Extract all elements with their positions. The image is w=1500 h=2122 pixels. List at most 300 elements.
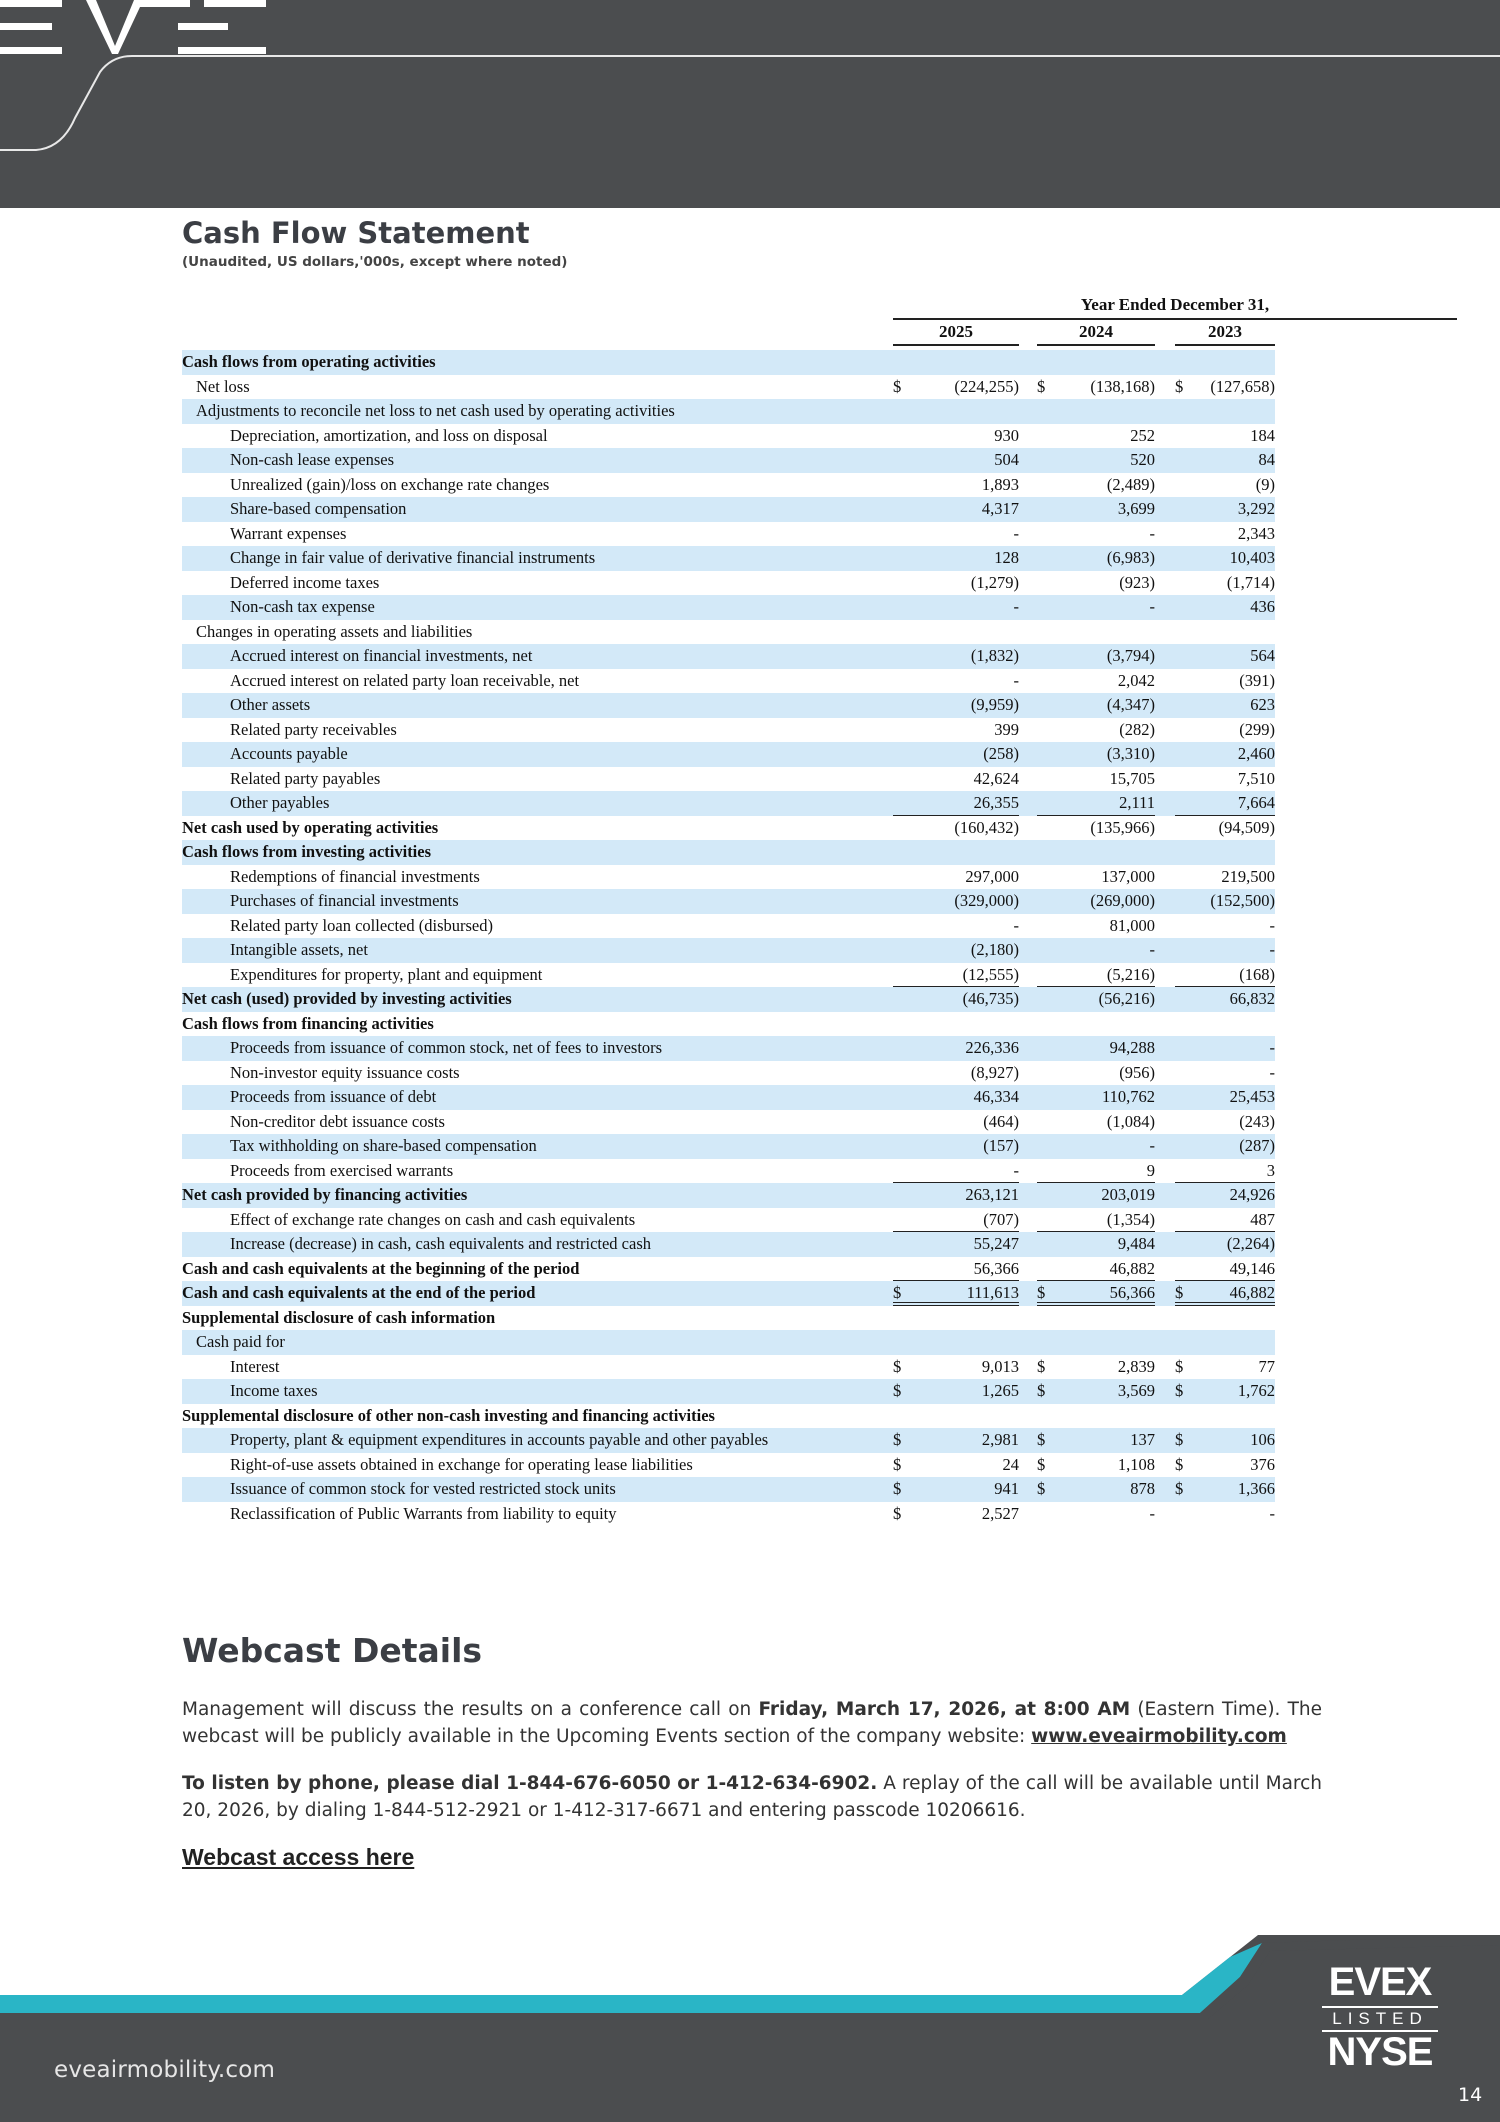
value-cell-2024 — [1037, 914, 1155, 939]
value-cell-2024 — [1037, 1036, 1155, 1061]
table-row — [182, 424, 1275, 449]
value-cell-2025 — [893, 718, 1019, 743]
value-cell-2024 — [1037, 718, 1155, 743]
value-cell-2025 — [893, 816, 1019, 841]
dollar-sign: $ — [1037, 1479, 1046, 1498]
page-footer — [0, 1915, 1500, 2122]
value-cell-2025 — [893, 865, 1019, 890]
title-block — [182, 214, 567, 270]
cell-value: (1,279) — [970, 572, 1019, 592]
dollar-sign: $ — [1037, 376, 1046, 396]
value-cell-2025 — [893, 1355, 1019, 1380]
value-cell-2023 — [1175, 1110, 1275, 1135]
cell-value: 226,336 — [965, 1038, 1019, 1057]
cell-value: 9,484 — [1117, 1234, 1155, 1253]
cell-value: (168) — [1239, 964, 1275, 984]
value-cell-2025 — [893, 1085, 1019, 1110]
table-row — [182, 1061, 1275, 1086]
value-cell-2023 — [1175, 424, 1275, 449]
webcast-paragraph — [182, 1696, 1322, 1750]
cell-value: (287) — [1239, 1136, 1275, 1155]
value-cell-2023 — [1175, 693, 1275, 718]
value-cell-2023 — [1175, 546, 1275, 571]
cell-value: 2,981 — [981, 1430, 1019, 1449]
table-row — [182, 791, 1275, 816]
value-cell-2025 — [893, 473, 1019, 498]
row-label: Accounts payable — [230, 744, 348, 763]
table-row — [182, 1502, 1275, 1527]
value-cell-2025 — [893, 914, 1019, 939]
value-cell-2023 — [1175, 889, 1275, 914]
year-header-2025: 2025 — [893, 322, 1019, 346]
value-cell-2023 — [1175, 1159, 1275, 1184]
cell-value: 46,882 — [1109, 1258, 1155, 1278]
row-label: Deferred income taxes — [230, 572, 380, 592]
value-cell-2024 — [1037, 1257, 1155, 1282]
table-row — [182, 840, 1275, 865]
cell-value: 263,121 — [965, 1185, 1019, 1204]
value-cell-2024 — [1037, 816, 1155, 841]
value-cell-2024 — [1037, 963, 1155, 988]
cell-value: 106 — [1250, 1430, 1275, 1449]
cell-value: 137 — [1130, 1430, 1155, 1449]
row-label: Depreciation, amortization, and loss on disposal — [230, 425, 548, 445]
row-label: Supplemental disclosure of cash information — [182, 1307, 496, 1327]
row-label: Warrant expenses — [230, 523, 347, 543]
cell-value: 941 — [994, 1479, 1019, 1498]
value-cell-2024 — [1037, 693, 1155, 718]
table-row — [182, 522, 1275, 547]
cell-value: 184 — [1250, 425, 1275, 445]
cell-value: (956) — [1119, 1062, 1155, 1082]
eve-logo — [0, 0, 266, 54]
cell-value: 25,453 — [1229, 1087, 1275, 1106]
cell-value: (157) — [983, 1136, 1019, 1155]
table-row — [182, 889, 1275, 914]
row-label: Accrued interest on related party loan receivable, net — [230, 670, 580, 690]
cell-value: 376 — [1250, 1454, 1275, 1474]
value-cell-2023 — [1175, 669, 1275, 694]
table-row — [182, 497, 1275, 522]
cell-value: 2,343 — [1237, 523, 1275, 543]
cell-value: - — [1269, 915, 1275, 935]
row-label: Cash flows from operating activities — [182, 352, 436, 371]
row-label: Related party loan collected (disbursed) — [230, 915, 493, 935]
value-cell-2023 — [1175, 1232, 1275, 1257]
cell-value: (127,658) — [1210, 376, 1275, 396]
webcast-text: Management will discuss the results on a conference call on — [182, 1699, 759, 1720]
cell-value: 520 — [1130, 450, 1155, 469]
value-cell-2023 — [1175, 816, 1275, 841]
table-row — [182, 767, 1275, 792]
value-cell-2023 — [1175, 1453, 1275, 1478]
cell-value: - — [1013, 523, 1019, 543]
value-cell-2023 — [1175, 987, 1275, 1012]
table-row — [182, 1281, 1275, 1306]
cell-value: 137,000 — [1101, 866, 1155, 886]
cell-value: 9,013 — [981, 1356, 1019, 1376]
cell-value: (1,084) — [1106, 1111, 1155, 1131]
cell-value: - — [1269, 940, 1275, 959]
value-cell-2024 — [1037, 669, 1155, 694]
value-cell-2023 — [1175, 963, 1275, 988]
value-cell-2024 — [1037, 889, 1155, 914]
cell-value: (6,983) — [1106, 548, 1155, 567]
value-cell-2025 — [893, 522, 1019, 547]
row-label: Non-investor equity issuance costs — [230, 1062, 460, 1082]
value-cell-2023 — [1175, 1477, 1275, 1502]
cell-value: (269,000) — [1090, 891, 1155, 910]
value-cell-2025 — [893, 963, 1019, 988]
value-cell-2023 — [1175, 1183, 1275, 1208]
cell-value: 219,500 — [1221, 866, 1275, 886]
cell-value: (12,555) — [962, 964, 1019, 984]
table-row — [182, 1404, 1275, 1429]
cell-value: (56,216) — [1098, 989, 1155, 1008]
cell-value: (258) — [983, 744, 1019, 763]
value-cell-2023 — [1175, 865, 1275, 890]
cell-value: (282) — [1119, 719, 1155, 739]
row-label: Related party receivables — [230, 719, 397, 739]
value-cell-2023 — [1175, 1061, 1275, 1086]
cell-value: (135,966) — [1090, 817, 1155, 837]
value-cell-2023 — [1175, 448, 1275, 473]
value-cell-2023 — [1175, 1502, 1275, 1527]
row-label: Tax withholding on share-based compensation — [230, 1136, 537, 1155]
cell-value: (923) — [1119, 572, 1155, 592]
cell-value: - — [1149, 523, 1155, 543]
cell-value: - — [1013, 915, 1019, 935]
value-cell-2025 — [893, 669, 1019, 694]
value-cell-2025 — [893, 1110, 1019, 1135]
cell-value: 111,613 — [966, 1283, 1019, 1302]
value-cell-2024 — [1037, 473, 1155, 498]
cell-value: 56,366 — [973, 1258, 1019, 1278]
value-cell-2025 — [893, 375, 1019, 400]
cell-value: 77 — [1258, 1356, 1275, 1376]
dollar-sign: $ — [893, 1430, 902, 1449]
row-label: Proceeds from exercised warrants — [230, 1160, 454, 1180]
cell-value: - — [1269, 1038, 1275, 1057]
value-cell-2025 — [893, 1428, 1019, 1453]
cell-value: 623 — [1250, 695, 1275, 714]
value-cell-2024 — [1037, 1159, 1155, 1184]
row-label: Proceeds from issuance of common stock, net of fees to investors — [230, 1038, 663, 1057]
cell-value: (94,509) — [1218, 817, 1275, 837]
value-cell-2023 — [1175, 791, 1275, 816]
cell-value: - — [1013, 670, 1019, 690]
table-row — [182, 1453, 1275, 1478]
table-row — [182, 963, 1275, 988]
cell-value: 24 — [1002, 1454, 1019, 1474]
value-cell-2024 — [1037, 1134, 1155, 1159]
dollar-sign: $ — [1037, 1430, 1046, 1449]
value-cell-2025 — [893, 1257, 1019, 1282]
cell-value: (243) — [1239, 1111, 1275, 1131]
table-row — [182, 350, 1275, 375]
cell-value: 878 — [1130, 1479, 1155, 1498]
cell-value: 399 — [994, 719, 1019, 739]
table-row — [182, 816, 1275, 841]
webcast-section — [182, 1628, 1322, 1871]
table-row — [182, 644, 1275, 669]
value-cell-2025 — [893, 497, 1019, 522]
value-cell-2024 — [1037, 1183, 1155, 1208]
row-label: Accrued interest on financial investments, net — [230, 646, 533, 665]
value-cell-2024 — [1037, 742, 1155, 767]
value-cell-2025 — [893, 1502, 1019, 1527]
cell-value: (224,255) — [954, 376, 1019, 396]
value-cell-2023 — [1175, 522, 1275, 547]
table-row — [182, 1134, 1275, 1159]
cell-value: (707) — [983, 1209, 1019, 1229]
replay-text: A replay of the call will be available until March 20, 2026, by dialing 1-844-512-2921 or 1-412-317-6671 and entering passcode 10206616. — [182, 1773, 1322, 1821]
value-cell-2024 — [1037, 1477, 1155, 1502]
row-label: Net cash used by operating activities — [182, 817, 439, 837]
phone-paragraph — [182, 1770, 1322, 1824]
dollar-sign: $ — [1175, 1381, 1184, 1400]
page-number: 14 — [1458, 2084, 1483, 2106]
phone-dial-text: To listen by phone, please dial 1-844-676-6050 or 1-412-634-6902. — [182, 1773, 878, 1794]
cell-value: 94,288 — [1109, 1038, 1155, 1057]
value-cell-2025 — [893, 693, 1019, 718]
cell-value: (46,735) — [962, 989, 1019, 1008]
value-cell-2025 — [893, 987, 1019, 1012]
cell-value: 487 — [1250, 1209, 1275, 1229]
value-cell-2025 — [893, 1232, 1019, 1257]
dollar-sign: $ — [1175, 1454, 1184, 1474]
cell-value: 252 — [1130, 425, 1155, 445]
value-cell-2023 — [1175, 938, 1275, 963]
value-cell-2024 — [1037, 1061, 1155, 1086]
value-cell-2023 — [1175, 644, 1275, 669]
row-label: Cash paid for — [196, 1332, 285, 1351]
cell-value: 46,882 — [1229, 1283, 1275, 1302]
value-cell-2025 — [893, 1281, 1019, 1306]
value-cell-2025 — [893, 1477, 1019, 1502]
value-cell-2024 — [1037, 1281, 1155, 1306]
table-row — [182, 1306, 1275, 1331]
value-cell-2024 — [1037, 1379, 1155, 1404]
table-row — [182, 865, 1275, 890]
value-cell-2023 — [1175, 1428, 1275, 1453]
value-cell-2024 — [1037, 1208, 1155, 1233]
cell-value: 55,247 — [973, 1234, 1019, 1253]
cell-value: - — [1013, 1160, 1019, 1180]
table-row — [182, 987, 1275, 1012]
dollar-sign: $ — [893, 1454, 902, 1474]
dollar-sign: $ — [1175, 1283, 1184, 1302]
value-cell-2025 — [893, 1379, 1019, 1404]
value-cell-2025 — [893, 889, 1019, 914]
page-title: Cash Flow Statement — [182, 216, 530, 250]
table-row — [182, 375, 1275, 400]
value-cell-2024 — [1037, 767, 1155, 792]
cell-value: 3,699 — [1117, 499, 1155, 518]
cell-value: 3,569 — [1117, 1381, 1155, 1400]
row-label: Redemptions of financial investments — [230, 866, 480, 886]
table-row — [182, 399, 1275, 424]
value-cell-2023 — [1175, 1208, 1275, 1233]
cell-value: - — [1149, 597, 1155, 616]
row-label: Proceeds from issuance of debt — [230, 1087, 437, 1106]
row-label: Cash flows from investing activities — [182, 842, 432, 861]
table-row — [182, 546, 1275, 571]
cell-value: (138,168) — [1090, 376, 1155, 396]
cell-value: (3,794) — [1106, 646, 1155, 665]
cell-value: (5,216) — [1106, 964, 1155, 984]
ticker-nyse: NYSE — [1327, 2030, 1433, 2074]
ticker-evex: EVEX — [1328, 1960, 1432, 2004]
row-label: Non-cash lease expenses — [230, 450, 395, 469]
value-cell-2024 — [1037, 424, 1155, 449]
value-cell-2025 — [893, 1208, 1019, 1233]
row-label: Cash and cash equivalents at the beginning of the period — [182, 1258, 580, 1278]
value-cell-2024 — [1037, 375, 1155, 400]
cell-value: 2,460 — [1237, 744, 1275, 763]
value-cell-2025 — [893, 644, 1019, 669]
row-label: Adjustments to reconcile net loss to net cash used by operating activities — [196, 401, 675, 420]
cell-value: (1,832) — [970, 646, 1019, 665]
value-cell-2023 — [1175, 1085, 1275, 1110]
cell-value: (9,959) — [970, 695, 1019, 714]
value-cell-2025 — [893, 546, 1019, 571]
table-row — [182, 1036, 1275, 1061]
row-label: Intangible assets, net — [230, 940, 368, 959]
cell-value: 7,664 — [1237, 793, 1275, 812]
table-body — [182, 350, 1275, 1526]
value-cell-2024 — [1037, 1085, 1155, 1110]
cell-value: - — [1269, 1062, 1275, 1082]
dollar-sign: $ — [893, 1283, 902, 1302]
value-cell-2025 — [893, 571, 1019, 596]
value-cell-2025 — [893, 424, 1019, 449]
cell-value: - — [1149, 1136, 1155, 1155]
dollar-sign: $ — [893, 1356, 902, 1376]
cell-value: (329,000) — [954, 891, 1019, 910]
row-label: Non-creditor debt issuance costs — [230, 1111, 445, 1131]
cell-value: 110,762 — [1101, 1087, 1155, 1106]
value-cell-2023 — [1175, 767, 1275, 792]
cell-value: (464) — [983, 1111, 1019, 1131]
value-cell-2023 — [1175, 718, 1275, 743]
value-cell-2023 — [1175, 1379, 1275, 1404]
cell-value: 2,527 — [981, 1503, 1019, 1523]
cell-value: 1,108 — [1117, 1454, 1155, 1474]
row-label: Change in fair value of derivative financial instruments — [230, 548, 596, 567]
table-row — [182, 1183, 1275, 1208]
value-cell-2023 — [1175, 1257, 1275, 1282]
value-cell-2023 — [1175, 571, 1275, 596]
cell-value: 203,019 — [1101, 1185, 1155, 1204]
value-cell-2024 — [1037, 1355, 1155, 1380]
dollar-sign: $ — [1175, 1430, 1184, 1449]
row-label: Right-of-use assets obtained in exchange for operating lease liabilities — [230, 1454, 693, 1474]
row-label: Net loss — [196, 376, 250, 396]
footer-url[interactable]: eveairmobility.com — [54, 2057, 276, 2083]
table-row — [182, 718, 1275, 743]
table-row — [182, 1159, 1275, 1184]
value-cell-2024 — [1037, 522, 1155, 547]
ticker-listed: LISTED — [1322, 2006, 1438, 2032]
table-row — [182, 1085, 1275, 1110]
value-cell-2024 — [1037, 644, 1155, 669]
cell-value: 297,000 — [965, 866, 1019, 886]
value-cell-2024 — [1037, 595, 1155, 620]
row-label: Other payables — [230, 793, 330, 812]
row-label: Property, plant & equipment expenditures in accounts payable and other payables — [230, 1430, 769, 1449]
table-row — [182, 595, 1275, 620]
value-cell-2023 — [1175, 1036, 1275, 1061]
table-row — [182, 693, 1275, 718]
cell-value: 1,265 — [981, 1381, 1019, 1400]
cell-value: (4,347) — [1106, 695, 1155, 714]
table-row — [182, 620, 1275, 645]
value-cell-2025 — [893, 1061, 1019, 1086]
value-cell-2025 — [893, 595, 1019, 620]
row-label: Supplemental disclosure of other non-cash investing and financing activities — [182, 1405, 715, 1425]
cell-value: (1,354) — [1106, 1209, 1155, 1229]
cell-value: (391) — [1239, 670, 1275, 690]
value-cell-2024 — [1037, 938, 1155, 963]
row-label: Cash and cash equivalents at the end of the period — [182, 1283, 536, 1302]
cell-value: (160,432) — [954, 817, 1019, 837]
cell-value: 930 — [994, 425, 1019, 445]
value-cell-2024 — [1037, 497, 1155, 522]
value-cell-2025 — [893, 1159, 1019, 1184]
cell-value: 2,042 — [1117, 670, 1155, 690]
dollar-sign: $ — [893, 1479, 902, 1498]
row-label: Interest — [230, 1356, 280, 1376]
cell-value: (3,310) — [1106, 744, 1155, 763]
cell-value: 9 — [1146, 1160, 1155, 1180]
value-cell-2023 — [1175, 1134, 1275, 1159]
table-row — [182, 669, 1275, 694]
value-cell-2025 — [893, 1036, 1019, 1061]
cell-value: (2,180) — [970, 940, 1019, 959]
cell-value: 7,510 — [1237, 768, 1275, 788]
dollar-sign: $ — [893, 376, 902, 396]
row-label: Net cash provided by financing activities — [182, 1185, 468, 1204]
webcast-title: Webcast Details — [182, 1631, 483, 1670]
row-label: Related party payables — [230, 768, 381, 788]
cell-value: 436 — [1250, 597, 1275, 616]
value-cell-2025 — [893, 938, 1019, 963]
row-label: Cash flows from financing activities — [182, 1013, 434, 1033]
row-label: Purchases of financial investments — [230, 891, 459, 910]
cell-value: 1,893 — [981, 474, 1019, 494]
cell-value: 3,292 — [1237, 499, 1275, 518]
cell-value: 4,317 — [981, 499, 1019, 518]
cell-value: 1,762 — [1237, 1381, 1275, 1400]
table-row — [182, 571, 1275, 596]
row-label: Unrealized (gain)/loss on exchange rate changes — [230, 474, 550, 494]
dollar-sign: $ — [893, 1503, 902, 1523]
webcast-datetime: Friday, March 17, 2026, at 8:00 AM — [758, 1699, 1131, 1720]
cell-value: 564 — [1250, 646, 1275, 665]
row-label: Other assets — [230, 695, 311, 714]
dollar-sign: $ — [1175, 376, 1184, 396]
table-row — [182, 1257, 1275, 1282]
website-link[interactable]: www.eveairmobility.com — [1031, 1726, 1287, 1747]
row-label: Net cash (used) provided by investing activities — [182, 989, 512, 1008]
table-row — [182, 1110, 1275, 1135]
dollar-sign: $ — [1037, 1356, 1046, 1376]
table-row — [182, 1208, 1275, 1233]
value-cell-2025 — [893, 791, 1019, 816]
value-cell-2024 — [1037, 1453, 1155, 1478]
webcast-access-link[interactable]: Webcast access here — [182, 1844, 415, 1870]
